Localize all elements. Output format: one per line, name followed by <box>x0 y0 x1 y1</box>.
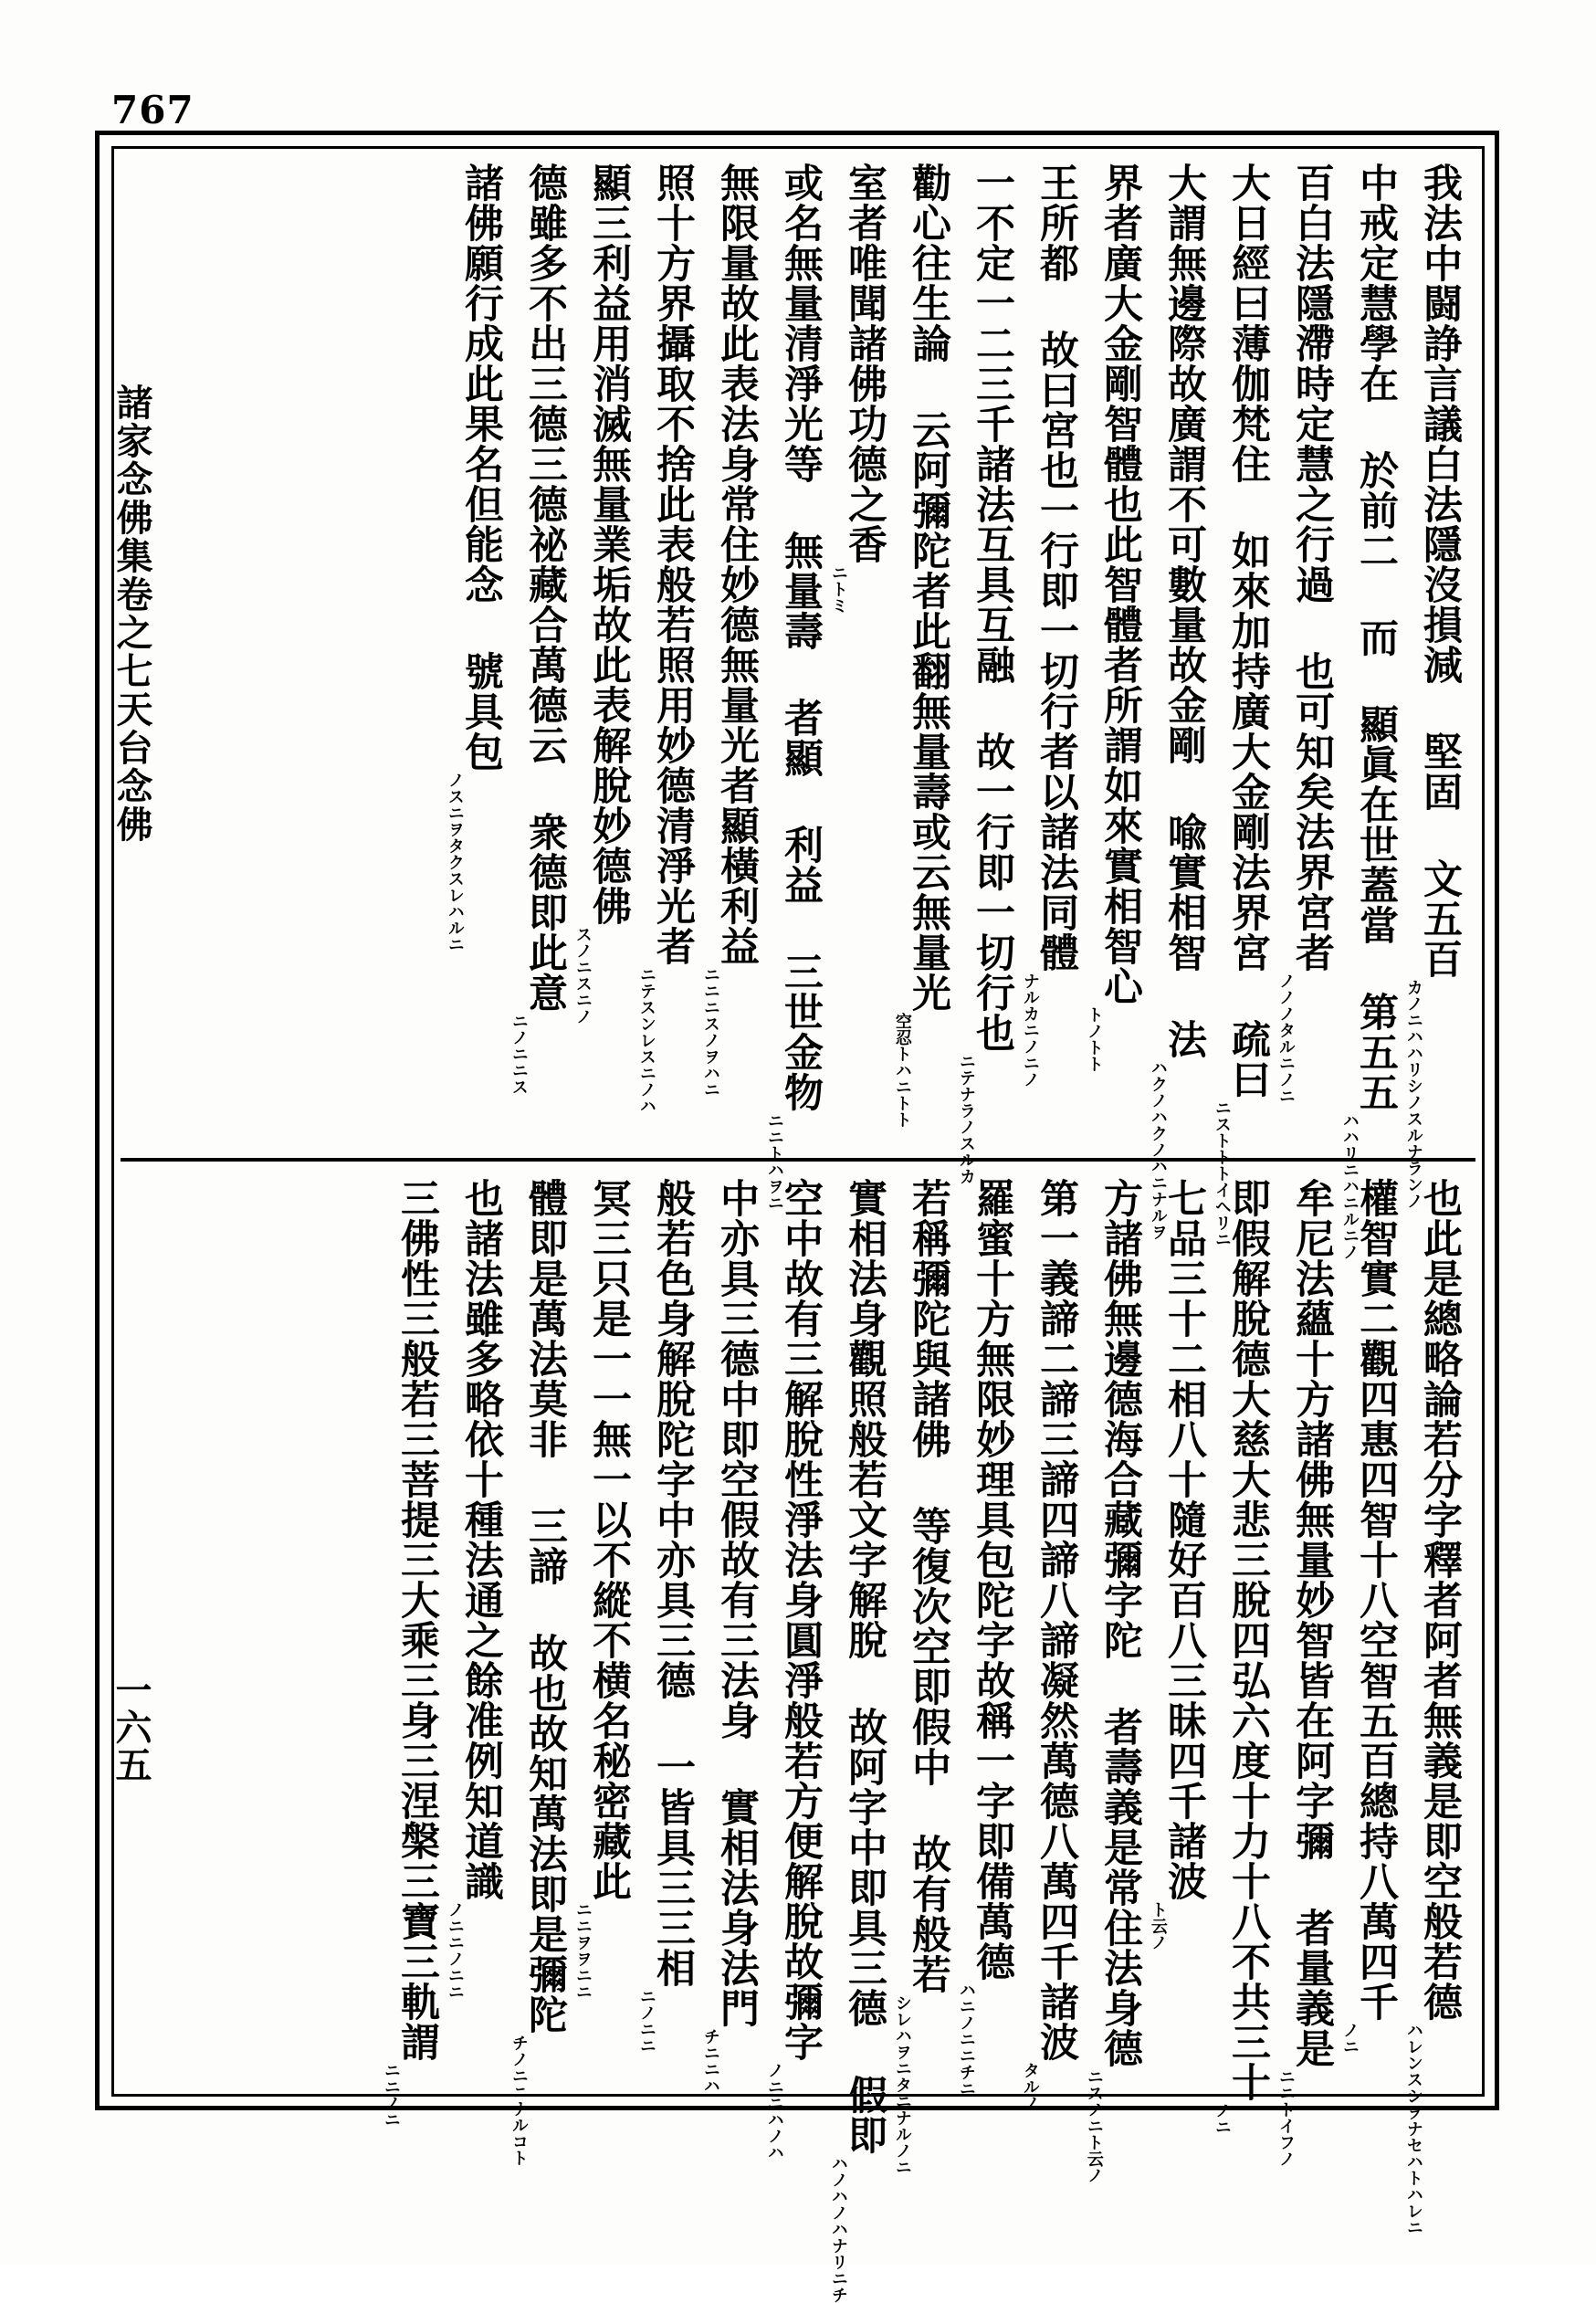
column-main-text: 羅蜜十方無限妙理具包陀字故稱一字即備萬德 <box>970 1178 1015 1982</box>
column-main-text: 諸佛願行成此果名但能念 號具包 <box>458 163 504 772</box>
text-column <box>955 1176 1015 2097</box>
text-column <box>1019 1176 1079 2111</box>
text-column <box>1147 161 1207 1240</box>
text-column <box>891 1176 951 2175</box>
section-divider-rule <box>121 1158 1475 1162</box>
text-column <box>1147 1176 1207 2091</box>
kunten-annotation: ハクノハクノハニナルヲ <box>1148 1059 1168 1240</box>
column-main-text: 我法中闘諍言議白法隱沒損減 堅固 文五百 <box>1417 163 1463 979</box>
page-number-kanji: 一六五 <box>110 1671 152 1783</box>
text-block-lower <box>137 1176 1463 2303</box>
text-block-upper <box>137 161 1463 1260</box>
kunten-annotation: トノトト <box>1084 1006 1104 1072</box>
column-main-text: 冥三只是一一無一以不縱不横名秘密藏此 <box>586 1178 632 1901</box>
text-column <box>508 1176 568 2166</box>
kunten-annotation: ハハリニハニルニノ <box>1339 1112 1360 1260</box>
column-main-text: 實相法身觀照般若文字解脫 故阿字中即具三德 假即 <box>842 1178 887 2155</box>
text-column <box>1402 1176 1463 2235</box>
column-main-text: 室者唯聞諸佛功德之香 <box>842 163 887 564</box>
text-column <box>1339 1176 1399 2091</box>
text-column <box>1402 161 1463 1209</box>
page-number-arabic: 767 <box>111 88 194 132</box>
kunten-annotation: ノニ <box>1339 2022 1360 2055</box>
column-main-text: 照十方界攝取不捨此表般若照用妙德清淨光者 <box>650 163 696 966</box>
column-main-text: 或名無量清淨光等 無量壽 者顯 利益 三世金物 <box>778 163 824 1112</box>
column-main-text: 也此是總略論若分字釋者阿者無義是即空般若德 <box>1417 1178 1463 2022</box>
text-column <box>572 1176 632 2091</box>
text-column <box>1275 161 1335 1151</box>
kunten-annotation: ノスニヲタクスレハルニ <box>445 772 465 952</box>
text-column <box>508 161 568 1151</box>
kunten-annotation: ニニヲヲニニ <box>572 1901 593 2000</box>
column-main-text: 若稱彌陀與諸佛 等復次空即假中 故有般若 <box>906 1178 951 1994</box>
kunten-annotation: ニスノニト云ノ <box>1084 2068 1104 2183</box>
text-column <box>1275 1176 1335 2167</box>
text-column <box>891 161 951 1151</box>
kunten-annotation: ナルカニノニノ <box>1020 973 1040 1088</box>
text-column <box>1083 161 1143 1151</box>
text-column <box>1083 1176 1143 2183</box>
kunten-annotation: ノニ <box>1212 2102 1232 2135</box>
text-column <box>1339 161 1399 1260</box>
column-main-text: 七品三十二相八十隨好百八三昧四千諸波 <box>1161 1178 1207 1901</box>
column-main-text: 德雖多不出三德三德祕藏合萬德云 衆德即此意 <box>522 163 568 1013</box>
text-column <box>955 161 1015 1184</box>
text-column <box>635 161 696 1151</box>
text-column <box>827 161 887 1151</box>
column-main-text: 大日經曰薄伽梵住 如來加持廣大金剛法界宮 疏曰 <box>1225 163 1271 1099</box>
kunten-annotation: ニニトハヲニ <box>764 1112 784 1211</box>
kunten-annotation: ハノハノハナリニチ <box>828 2155 848 2303</box>
column-main-text: 權智實二觀四惠四智十八空智五百總持八萬四千 <box>1353 1178 1399 2022</box>
column-main-text: 一不定一二三千諸法互具互融 故一行即一切行也 <box>970 163 1015 1053</box>
column-main-text: 般若色身解脫陀字中亦具三德 一皆具三三相 <box>650 1178 696 1988</box>
kunten-annotation: ニトミ <box>828 564 848 614</box>
column-main-text: 顯三利益用消滅無量業垢故此表解脫妙德佛 <box>586 163 632 926</box>
kunten-annotation: ノニニハノハ <box>764 2062 784 2161</box>
text-column <box>699 161 760 1151</box>
kunten-annotation: ニノニニ <box>636 1988 656 2054</box>
kunten-annotation: スノニスニノ <box>572 926 593 1025</box>
kunten-annotation: タルノ <box>1020 2062 1040 2111</box>
column-main-text: 即假解脫德大慈大悲三脫四弘六度十力十八不共三十 <box>1225 1178 1271 2102</box>
kunten-annotation: ニテスンレスニノハ <box>636 966 656 1114</box>
kunten-annotation: ニストトトイヘリニ <box>1212 1099 1232 1247</box>
kunten-annotation: ニニノニ <box>381 2062 401 2128</box>
column-main-text: 中戒定慧學在 於前二 而 顯眞在世蓋當 第五五 <box>1353 163 1399 1112</box>
text-column <box>380 1176 440 2128</box>
text-column <box>763 161 824 1211</box>
column-main-text: 中亦具三德中即空假故有三法身 實相法身法門 <box>714 1178 760 2028</box>
running-side-title: 諸家念佛集卷之七天台念佛 <box>110 384 153 844</box>
text-column <box>444 1176 504 2091</box>
kunten-annotation: ト云ノ <box>1148 1901 1168 1951</box>
text-column <box>699 1176 760 2094</box>
column-main-text: 空中故有三解脫性淨法身圓淨般若方便解脫故彌字 <box>778 1178 824 2062</box>
column-main-text: 大謂無邊際故廣謂不可數量故金剛 喩實相智 法 <box>1161 163 1207 1059</box>
kunten-annotation: 空忍トハニトト <box>892 1013 912 1128</box>
column-main-text: 勸心往生論 云阿彌陀者此翻無量壽或云無量光 <box>906 163 951 1013</box>
text-column <box>1019 161 1079 1151</box>
kunten-annotation: ハニノニニチニ <box>956 1982 976 2097</box>
text-column <box>1211 161 1271 1247</box>
column-main-text: 方諸佛無邊德海合藏彌字陀 者壽義是常住法身德 <box>1097 1178 1143 2068</box>
kunten-annotation: カノニハハリシノスルナランノ <box>1403 979 1423 1209</box>
column-main-text: 無限量故此表法身常住妙德無量光者顯橫利益 <box>714 163 760 966</box>
kunten-annotation: ニニトイフノ <box>1276 2068 1296 2167</box>
kunten-annotation: ニノニニス <box>509 1013 529 1095</box>
text-column <box>444 161 504 1151</box>
text-column <box>572 161 632 1151</box>
column-main-text: 百白法隱滯時定慧之行過 也可知矣法界宮者 <box>1289 163 1335 973</box>
kunten-annotation: ニニニスノヲハニ <box>700 966 720 1098</box>
column-main-text: 牟尼法蘊十方諸佛無量妙智皆在阿字彌 者量義是 <box>1289 1178 1335 2068</box>
kunten-annotation: ノニニノニニ <box>445 1901 465 2000</box>
column-main-text: 也諸法雖多略依十種法通之餘准例知道識 <box>458 1178 504 1901</box>
text-column <box>827 1176 887 2303</box>
text-column <box>1211 1176 1271 2135</box>
kunten-annotation: ハレンスシヲナセハトハレニ <box>1403 2022 1423 2235</box>
column-main-text: 王所都 故曰宮也一行即一切行者以諸法同體 <box>1034 163 1079 973</box>
kunten-annotation: ノノノタルニノニ <box>1276 973 1296 1104</box>
column-main-text: 三佛性三般若三菩提三大乘三身三涅槃三寶三軌謂 <box>394 1178 440 2062</box>
kunten-annotation: チノニニナルコト <box>509 2035 529 2166</box>
kunten-annotation: チニニハ <box>700 2028 720 2094</box>
text-column <box>635 1176 696 2091</box>
column-main-text: 第一義諦二諦三諦四諦八諦凝然萬德八萬四千諸波 <box>1034 1178 1079 2062</box>
kunten-annotation: ニテナラノスルカ <box>956 1053 976 1184</box>
kunten-annotation: シレハヲニタニナルノニ <box>892 1994 912 2175</box>
text-column <box>763 1176 824 2161</box>
column-main-text: 界者廣大金剛智體也此智體者所謂如來實相智心 <box>1097 163 1143 1006</box>
column-main-text: 體即是萬法莫非 三諦 故也故知萬法即是彌陀 <box>522 1178 568 2035</box>
